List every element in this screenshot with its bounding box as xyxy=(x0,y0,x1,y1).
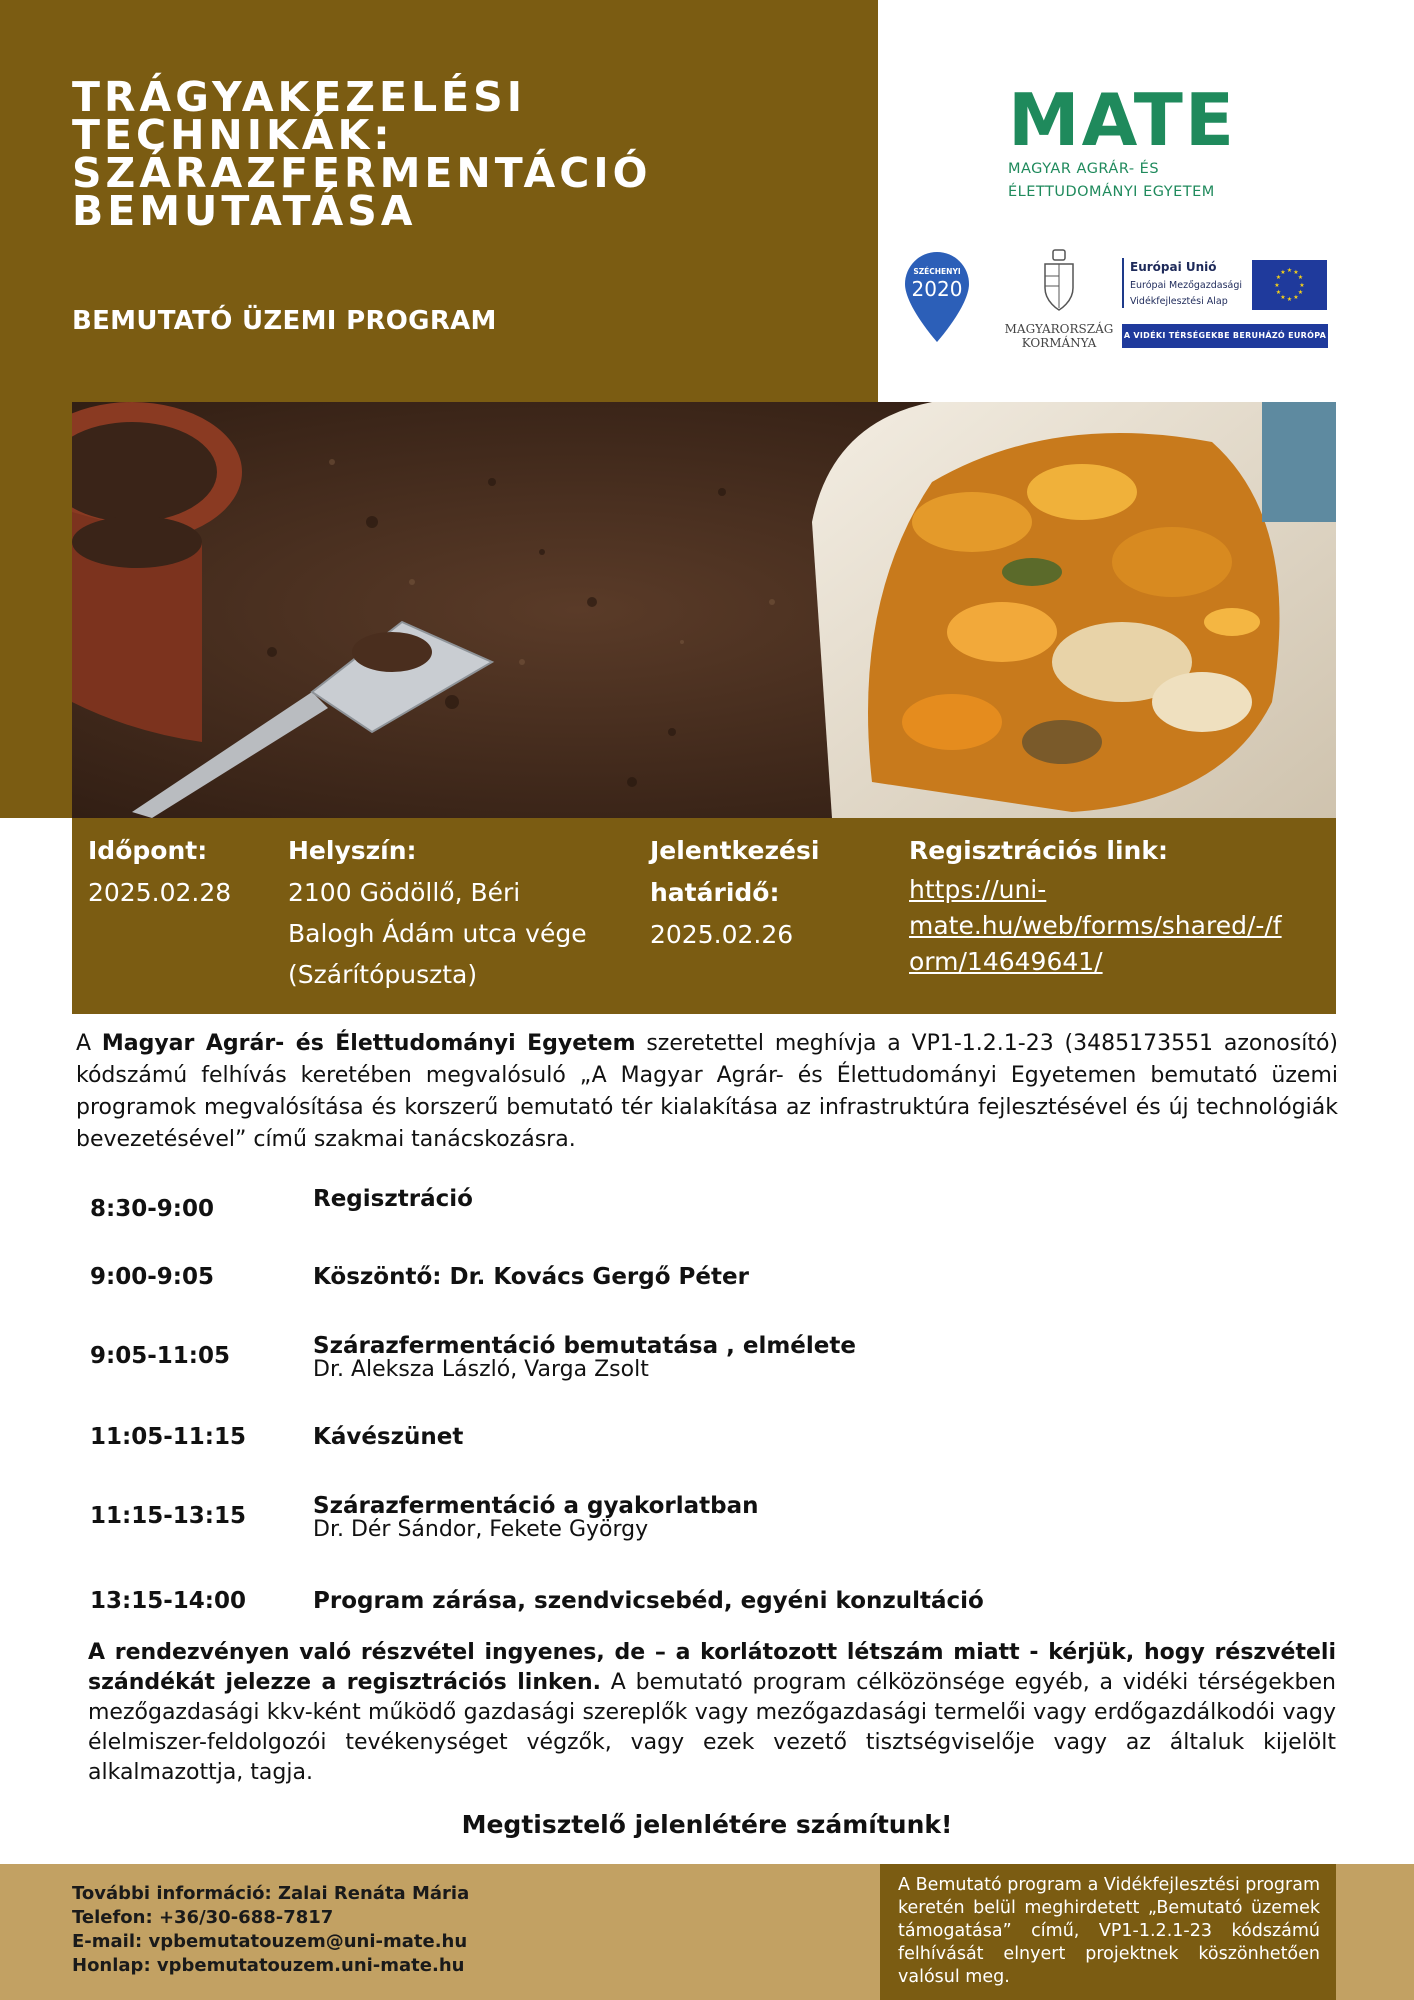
closing-line: Megtisztelő jelenlétére számítunk! xyxy=(461,1810,953,1839)
intro-prefix: A xyxy=(76,1031,102,1056)
location-label: Helyszín: xyxy=(288,836,417,865)
svg-text:★: ★ xyxy=(1280,294,1286,301)
funding-note: A Bemutató program a Vidékfejlesztési program keretén belül meghirdetett „Bemutató üzemek támogatása” című, VP1-1.2.1-23 kódszámú felhívását elnyert projektnek köszönhetően valósul meg. xyxy=(898,1875,1320,1987)
mate-logo-line1: MAGYAR AGRÁR- ÉS xyxy=(1008,161,1160,177)
svg-text:★: ★ xyxy=(1299,282,1305,289)
schedule-time: 9:05-11:05 xyxy=(90,1343,230,1369)
contact-person: További információ: Zalai Renáta Mária xyxy=(72,1883,470,1904)
schedule-title: Program zárása, szendvicsebéd, egyéni konzultáció xyxy=(313,1588,984,1614)
eu-title: Európai Unió xyxy=(1130,260,1217,274)
registration-label: Regisztrációs link: xyxy=(909,836,1168,865)
deadline-label-2: határidő: xyxy=(650,878,780,907)
eu-logo xyxy=(1122,258,1328,348)
svg-text:★: ★ xyxy=(1286,296,1293,303)
registration-link-2[interactable]: mate.hu/web/forms/shared/-/f xyxy=(909,911,1282,940)
event-subtitle: BEMUTATÓ ÜZEMI PROGRAM xyxy=(72,306,497,336)
contact-info xyxy=(72,1882,469,1978)
eu-subtitle-2: Vidékfejlesztési Alap xyxy=(1130,296,1228,307)
svg-text:★: ★ xyxy=(1280,269,1286,276)
location-line3: (Szárítópuszta) xyxy=(288,960,478,989)
registration-link-3[interactable]: orm/14649641/ xyxy=(909,947,1103,976)
location-line2: Balogh Ádám utca vége xyxy=(288,919,587,948)
schedule-title: Szárazfermentáció bemutatása , elmélete xyxy=(313,1333,856,1359)
svg-text:★: ★ xyxy=(1275,289,1282,296)
intro-rest: szeretettel meghívja a VP1-1.2.1-23 (3485173551 azonosító) kódszámú felhívás keretében megvalósuló „A Magyar Agrár- és Élettudományi Egyetemen bemutató üzemi programok megvalósítása és korszerű bemutató tér kialakítása az infrastruktúra fejlesztésével és új technológiák bevezetésével” című szakmai tanácskozásra. xyxy=(76,1031,1339,1152)
funding-note-box xyxy=(880,1864,1336,2000)
date-value: 2025.02.28 xyxy=(88,878,232,907)
deadline-label-1: Jelentkezési xyxy=(650,836,820,865)
svg-text:★: ★ xyxy=(1293,269,1299,276)
info-registration xyxy=(909,830,1329,980)
eu-subtitle-1: Európai Mezőgazdasági xyxy=(1130,280,1243,291)
svg-text:★: ★ xyxy=(1274,282,1280,289)
szechenyi-2020-logo xyxy=(902,250,972,344)
mate-logo xyxy=(1008,78,1242,202)
schedule-title: Kávészünet xyxy=(313,1424,464,1450)
mate-logo-wordmark: MATE xyxy=(1008,78,1237,162)
info-deadline xyxy=(650,830,819,955)
eu-divider xyxy=(1122,258,1124,308)
schedule-time: 8:30-9:00 xyxy=(90,1196,214,1222)
schedule-time: 11:05-11:15 xyxy=(90,1424,246,1450)
location-line1: 2100 Gödöllő, Béri xyxy=(288,878,521,907)
schedule-title: Regisztráció xyxy=(313,1186,473,1212)
deadline-value: 2025.02.26 xyxy=(650,920,794,949)
svg-text:★: ★ xyxy=(1293,294,1299,301)
hungarian-government-logo xyxy=(1004,248,1114,350)
svg-text:★: ★ xyxy=(1286,267,1293,274)
svg-text:★: ★ xyxy=(1297,289,1304,296)
compost-photo xyxy=(72,402,1336,818)
schedule-speakers: Dr. Dér Sándor, Fekete György xyxy=(313,1517,649,1542)
schedule-title: Szárazfermentáció a gyakorlatban xyxy=(313,1493,759,1519)
info-location xyxy=(288,830,587,995)
contact-website[interactable]: Honlap: vpbemutatouzem.uni-mate.hu xyxy=(72,1955,465,1976)
svg-text:★: ★ xyxy=(1297,274,1304,281)
schedule-speakers: Dr. Aleksza László, Varga Zsolt xyxy=(313,1357,649,1382)
event-title: TRÁGYAKEZELÉSI TECHNIKÁK: SZÁRAZFERMENTÁCIÓ BEMUTATÁSA xyxy=(72,73,652,235)
schedule-title: Köszöntő: Dr. Kovács Gergő Péter xyxy=(313,1264,749,1290)
info-date xyxy=(88,830,231,913)
mate-logo-line2: ÉLETTUDOMÁNYI EGYETEM xyxy=(1008,184,1215,200)
szechenyi-year: 2020 xyxy=(911,277,963,301)
schedule-time: 13:15-14:00 xyxy=(90,1588,246,1614)
footer xyxy=(0,1864,1414,2000)
contact-email[interactable]: E-mail: vpbemutatouzem@uni-mate.hu xyxy=(72,1931,468,1952)
schedule-time: 11:15-13:15 xyxy=(90,1503,246,1529)
notice-bold: A rendezvényen való részvétel ingyenes, de – a korlátozott létszám miatt - kérjük, hogy részvételi szándékát jelezze a regisztrációs linken. xyxy=(88,1640,1336,1695)
schedule-time: 9:00-9:05 xyxy=(90,1264,214,1290)
intro-paragraph xyxy=(76,1028,1338,1156)
eu-banner: A VIDÉKI TÉRSÉGEKBE BERUHÁZÓ EURÓPA xyxy=(1122,324,1328,348)
intro-university: Magyar Agrár- és Élettudományi Egyetem xyxy=(101,1031,636,1056)
contact-phone: Telefon: +36/30-688-7817 xyxy=(72,1907,334,1928)
date-label: Időpont: xyxy=(88,836,208,865)
crest-icon xyxy=(1039,248,1079,318)
event-info-band xyxy=(72,818,1336,1014)
eu-flag-icon xyxy=(1252,260,1327,310)
registration-link-1[interactable]: https://uni- xyxy=(909,875,1047,904)
participation-notice xyxy=(88,1638,1336,1788)
notice-rest: A bemutató program célközönsége egyéb, a vidéki térségekben mezőgazdasági kkv-ként működő gazdasági szereplők vagy mezőgazdasági termelői vagy erdőgazdálkodói vagy élelmiszer-feldolgozói tevékenységet végzők, vagy ezek vezető tisztségviselője vagy az általuk kijelölt alkalmazottja, tagja. xyxy=(88,1670,1336,1785)
government-line2: KORMÁNYA xyxy=(1021,336,1097,350)
government-line1: MAGYARORSZÁG xyxy=(1004,322,1114,336)
szechenyi-label: SZÉCHENYI xyxy=(913,267,961,276)
svg-text:★: ★ xyxy=(1275,274,1282,281)
